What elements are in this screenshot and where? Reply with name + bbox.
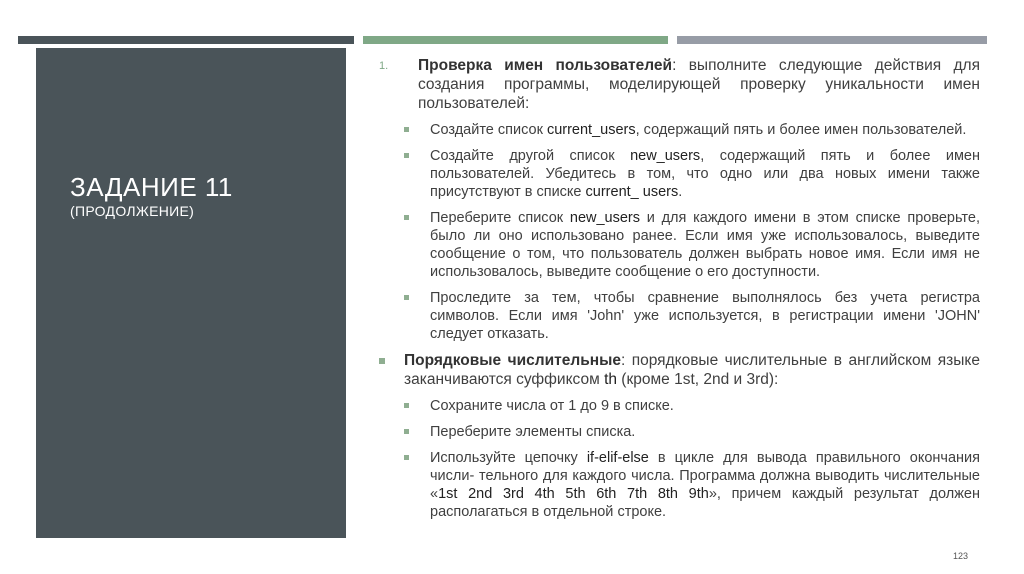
list-item: Проследите за тем, чтобы сравнение выполнялось без учета регистра символов. Если имя 'John' уже используется, в регистрации имени 'JOHN' следует отказать. <box>376 289 980 343</box>
bullet-square-icon <box>404 215 409 220</box>
bullet-square-icon <box>404 403 409 408</box>
header-stripe-dark <box>18 36 354 44</box>
code-term: if-elif-else <box>586 450 649 466</box>
section-title: Порядковые числительные <box>404 352 621 369</box>
section-ordinals: Порядковые числительные: порядковые числительные в английском языке заканчиваются суффиксом th (кроме 1st, 2nd и 3rd): <box>376 351 980 389</box>
slide-title: ЗАДАНИЕ 11 <box>70 172 233 202</box>
slide-content <box>376 56 980 529</box>
bullet-square-icon <box>404 295 409 300</box>
list-item: Переберите элементы списка. <box>376 423 980 441</box>
list-item: Создайте список current_users, содержащий пять и более имен пользователей. <box>376 121 980 139</box>
code-term: new_users <box>569 210 640 226</box>
bullet-square-icon <box>404 455 409 460</box>
side-panel <box>36 48 346 538</box>
section-title: Проверка имен пользователей <box>418 57 673 74</box>
code-term: new_users <box>630 148 701 164</box>
code-term: current_ users <box>585 184 679 200</box>
page-number: 123 <box>953 551 969 561</box>
code-term: current_users <box>546 122 636 138</box>
bullet-square-icon <box>404 429 409 434</box>
list-item: Используйте цепочку if-elif-else в цикле для вывода правильного окончания числи- тельного для каждого числа. Программа должна выводить числительные «1st 2nd 3rd 4th 5th 6th 7th 8th 9th», причем каждый результат должен располагаться в отдельной строке. <box>376 449 980 521</box>
slide-subtitle: (ПРОДОЛЖЕНИЕ) <box>70 203 195 219</box>
list-item: Создайте другой список new_users, содержащий пять и более имен пользователей. Убедитесь в том, что одно или два новых имени также присутствуют в списке current_ users. <box>376 147 980 201</box>
section-username-check <box>376 56 980 113</box>
bullet-square-icon <box>379 358 385 364</box>
list-item: Сохраните числа от 1 до 9 в списке. <box>376 397 980 415</box>
code-term: th <box>604 371 617 388</box>
section-intro: : выполните следующие действия для создания программы, моделирующей проверку уникальности имен пользователей: <box>418 57 980 112</box>
bullet-square-icon <box>404 127 409 132</box>
code-term: 1st 2nd 3rd 4th 5th 6th 7th 8th 9th <box>438 486 709 502</box>
list-item: Переберите список new_users и для каждого имени в этом списке проверьте, было ли оно использовано ранее. Если имя уже использовалось, выведите сообщение о том, что пользователь должен выбрать новое имя. Если имя не использовалось, выведите сообщение о его доступности. <box>376 209 980 281</box>
list-number: 1. <box>379 60 389 72</box>
header-stripe-green <box>363 36 668 44</box>
bullet-square-icon <box>404 153 409 158</box>
header-stripe-gray <box>677 36 987 44</box>
